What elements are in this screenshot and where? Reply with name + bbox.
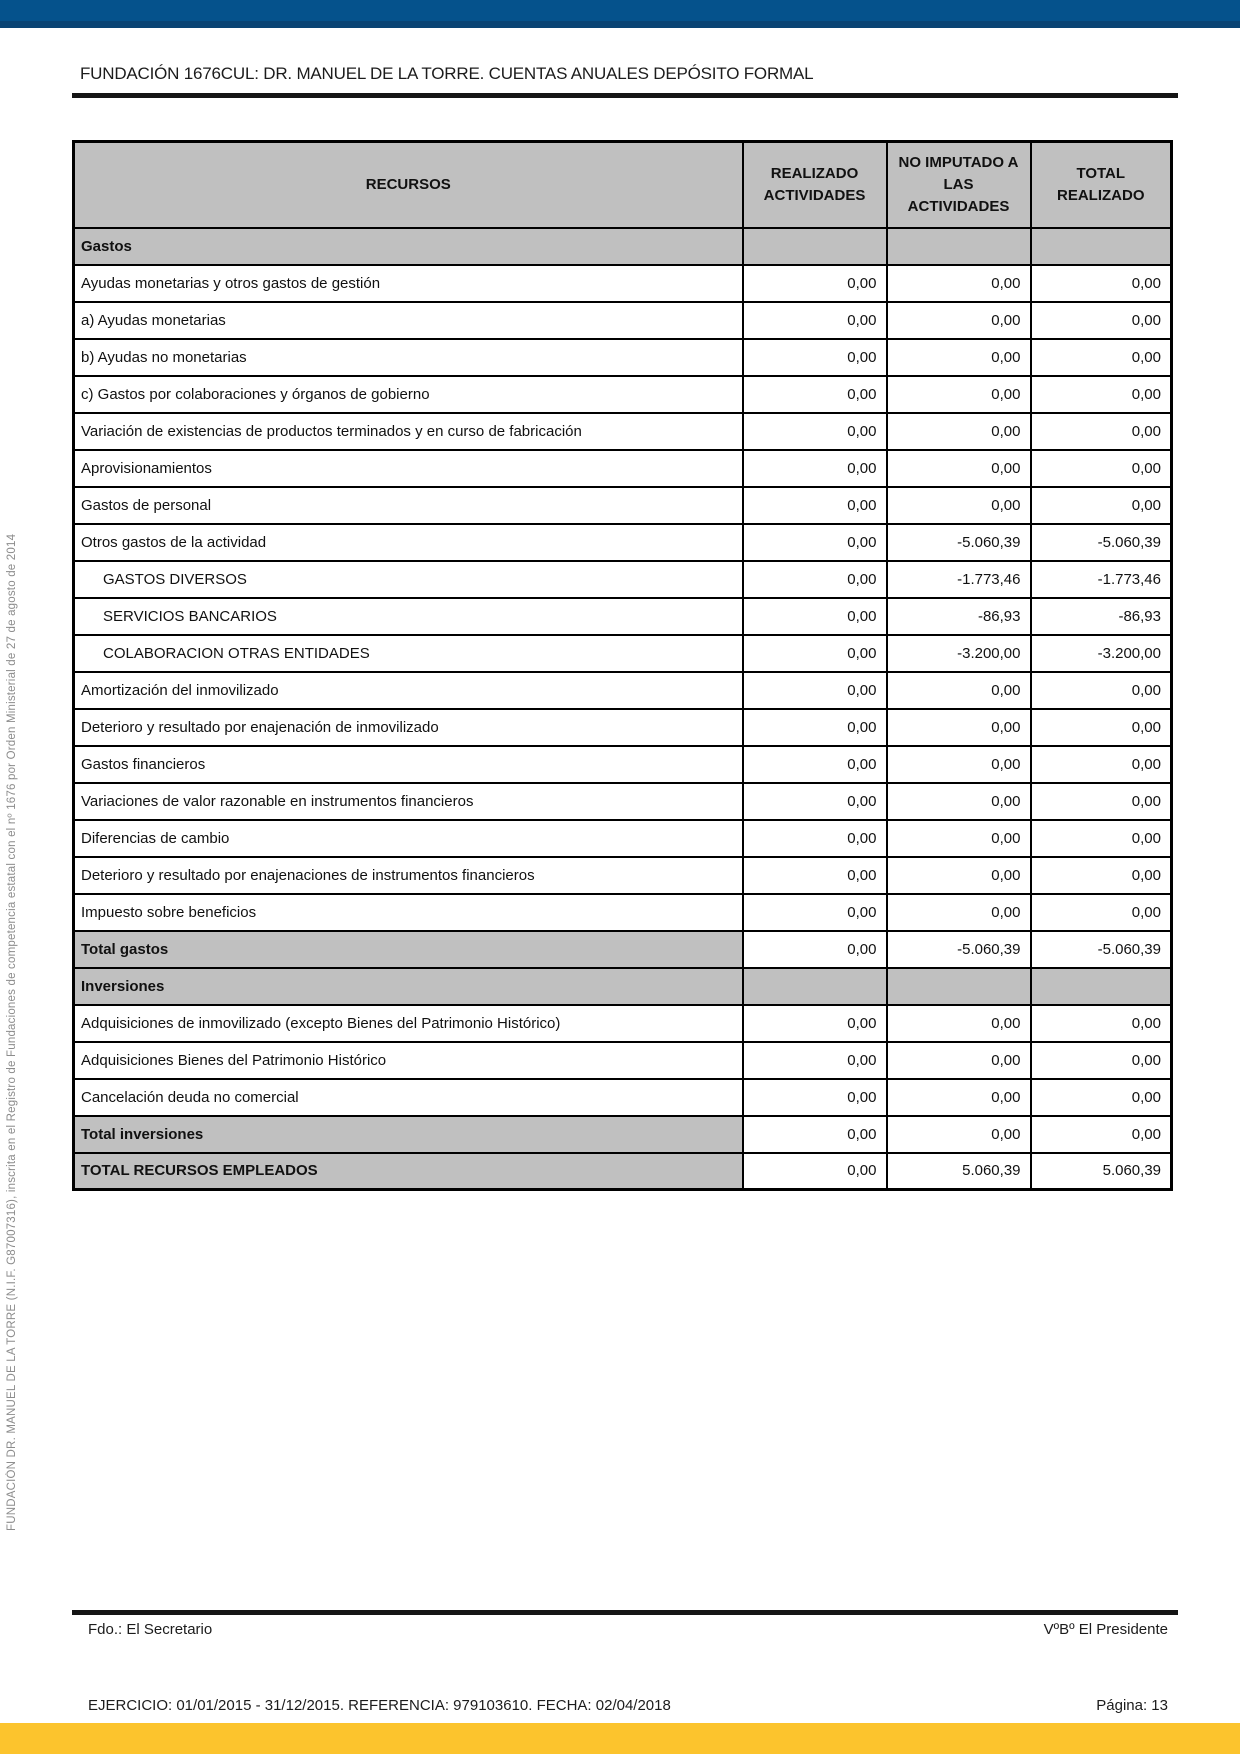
row-value-realizado: 0,00 (743, 894, 887, 931)
row-value-realizado: 0,00 (743, 709, 887, 746)
row-value-realizado: 0,00 (743, 524, 887, 561)
row-value-no-imputado: 0,00 (887, 709, 1031, 746)
table-row (74, 524, 1172, 561)
row-label: Impuesto sobre beneficios (74, 894, 743, 931)
row-value-realizado: 0,00 (743, 931, 887, 968)
row-label: Deterioro y resultado por enajenaciones de instrumentos financieros (74, 857, 743, 894)
row-value-total: 0,00 (1031, 487, 1172, 524)
row-value-total: 0,00 (1031, 1079, 1172, 1116)
signature-row (88, 1621, 1168, 1638)
row-value-no-imputado: 0,00 (887, 820, 1031, 857)
table-row (74, 894, 1172, 931)
row-label: Total gastos (74, 931, 743, 968)
row-value-no-imputado: 0,00 (887, 487, 1031, 524)
row-value-total: 0,00 (1031, 709, 1172, 746)
row-value-no-imputado: 0,00 (887, 413, 1031, 450)
row-value-no-imputado: 0,00 (887, 894, 1031, 931)
row-value-no-imputado: 0,00 (887, 376, 1031, 413)
row-value-total: 0,00 (1031, 746, 1172, 783)
col-header-recursos: RECURSOS (74, 142, 743, 228)
row-value-no-imputado: 0,00 (887, 746, 1031, 783)
row-label: GASTOS DIVERSOS (74, 561, 743, 598)
row-label: Cancelación deuda no comercial (74, 1079, 743, 1116)
row-value-no-imputado: 0,00 (887, 672, 1031, 709)
row-value-realizado: 0,00 (743, 1005, 887, 1042)
row-value-no-imputado: 0,00 (887, 1116, 1031, 1153)
table-row (74, 857, 1172, 894)
row-value-no-imputado: 0,00 (887, 1042, 1031, 1079)
table-row (74, 746, 1172, 783)
table-row (74, 339, 1172, 376)
row-value-total (1031, 228, 1172, 265)
row-label: SERVICIOS BANCARIOS (74, 598, 743, 635)
row-value-total: 0,00 (1031, 894, 1172, 931)
page-title: FUNDACIÓN 1676CUL: DR. MANUEL DE LA TORRE. CUENTAS ANUALES DEPÓSITO FORMAL (80, 64, 814, 83)
row-label: Gastos (74, 228, 743, 265)
row-value-total: 0,00 (1031, 672, 1172, 709)
row-label: a) Ayudas monetarias (74, 302, 743, 339)
row-value-no-imputado: 0,00 (887, 339, 1031, 376)
row-value-realizado: 0,00 (743, 672, 887, 709)
table-row (74, 1042, 1172, 1079)
row-value-realizado: 0,00 (743, 376, 887, 413)
row-value-no-imputado: -1.773,46 (887, 561, 1031, 598)
row-label: c) Gastos por colaboraciones y órganos de gobierno (74, 376, 743, 413)
row-value-realizado: 0,00 (743, 561, 887, 598)
row-value-realizado: 0,00 (743, 857, 887, 894)
row-label: Amortización del inmovilizado (74, 672, 743, 709)
row-value-no-imputado: 0,00 (887, 302, 1031, 339)
row-value-total: 0,00 (1031, 820, 1172, 857)
row-value-total: 0,00 (1031, 857, 1172, 894)
secretary-signature-label: Fdo.: El Secretario (88, 1621, 213, 1638)
row-label: Aprovisionamientos (74, 450, 743, 487)
row-value-no-imputado: 0,00 (887, 450, 1031, 487)
col-header-total-realizado: TOTAL REALIZADO (1031, 142, 1172, 228)
table-row (74, 931, 1172, 968)
row-value-realizado: 0,00 (743, 339, 887, 376)
col-header-realizado-actividades: REALIZADO ACTIVIDADES (743, 142, 887, 228)
row-value-no-imputado: 0,00 (887, 783, 1031, 820)
table-row (74, 561, 1172, 598)
table-row (74, 413, 1172, 450)
row-value-total: -5.060,39 (1031, 524, 1172, 561)
row-label: Otros gastos de la actividad (74, 524, 743, 561)
row-label: Variaciones de valor razonable en instrumentos financieros (74, 783, 743, 820)
row-value-realizado: 0,00 (743, 598, 887, 635)
page-number: Página: 13 (1096, 1697, 1168, 1714)
table-row (74, 302, 1172, 339)
row-label: Ayudas monetarias y otros gastos de gestión (74, 265, 743, 302)
row-value-realizado: 0,00 (743, 746, 887, 783)
registration-sidebar (6, 315, 32, 1531)
row-value-no-imputado (887, 968, 1031, 1005)
row-label: Diferencias de cambio (74, 820, 743, 857)
table-row (74, 598, 1172, 635)
table-row (74, 450, 1172, 487)
row-value-total: 0,00 (1031, 450, 1172, 487)
row-label: Total inversiones (74, 1116, 743, 1153)
row-value-no-imputado: 0,00 (887, 265, 1031, 302)
row-value-realizado: 0,00 (743, 450, 887, 487)
bottom-brand-bar (0, 1723, 1240, 1754)
row-value-realizado (743, 968, 887, 1005)
row-value-realizado: 0,00 (743, 783, 887, 820)
row-value-realizado: 0,00 (743, 302, 887, 339)
row-value-no-imputado: -5.060,39 (887, 931, 1031, 968)
row-label: COLABORACION OTRAS ENTIDADES (74, 635, 743, 672)
row-value-realizado: 0,00 (743, 487, 887, 524)
row-label: Gastos financieros (74, 746, 743, 783)
table-row (74, 1153, 1172, 1190)
row-value-total: 0,00 (1031, 376, 1172, 413)
row-value-total: 0,00 (1031, 265, 1172, 302)
table-row (74, 1005, 1172, 1042)
row-label: Adquisiciones Bienes del Patrimonio Histórico (74, 1042, 743, 1079)
table-row (74, 783, 1172, 820)
row-value-total: 0,00 (1031, 783, 1172, 820)
row-value-realizado: 0,00 (743, 635, 887, 672)
table-row (74, 709, 1172, 746)
row-label: Inversiones (74, 968, 743, 1005)
row-value-realizado (743, 228, 887, 265)
table-row (74, 1116, 1172, 1153)
row-value-no-imputado: 0,00 (887, 857, 1031, 894)
table-row (74, 820, 1172, 857)
footer-info-row (88, 1697, 1168, 1714)
row-value-realizado: 0,00 (743, 1079, 887, 1116)
resources-table-header (74, 142, 1172, 228)
row-value-no-imputado: -86,93 (887, 598, 1031, 635)
row-value-realizado: 0,00 (743, 1116, 887, 1153)
row-value-no-imputado: 0,00 (887, 1005, 1031, 1042)
row-value-no-imputado: 5.060,39 (887, 1153, 1031, 1190)
top-brand-bar-edge (0, 21, 1240, 28)
resources-table-body (74, 228, 1172, 1190)
row-value-total: 0,00 (1031, 1116, 1172, 1153)
row-value-total: -5.060,39 (1031, 931, 1172, 968)
row-value-total: -1.773,46 (1031, 561, 1172, 598)
table-row (74, 635, 1172, 672)
row-value-no-imputado: -5.060,39 (887, 524, 1031, 561)
row-value-no-imputado (887, 228, 1031, 265)
table-row (74, 376, 1172, 413)
row-value-total: 0,00 (1031, 1042, 1172, 1079)
row-value-realizado: 0,00 (743, 265, 887, 302)
row-value-total: 0,00 (1031, 1005, 1172, 1042)
col-header-no-imputado: NO IMPUTADO A LAS ACTIVIDADES (887, 142, 1031, 228)
top-brand-bar (0, 0, 1240, 21)
row-label: Adquisiciones de inmovilizado (excepto Bienes del Patrimonio Histórico) (74, 1005, 743, 1042)
row-value-total (1031, 968, 1172, 1005)
signature-divider (72, 1610, 1178, 1615)
row-value-total: 0,00 (1031, 339, 1172, 376)
row-value-total: -3.200,00 (1031, 635, 1172, 672)
table-row (74, 265, 1172, 302)
row-value-realizado: 0,00 (743, 1153, 887, 1190)
table-row (74, 672, 1172, 709)
row-value-total: -86,93 (1031, 598, 1172, 635)
registration-sidebar-text: FUNDACIÓN DR. MANUEL DE LA TORRE (N.I.F. G87007316), inscrita en el Registro de Fundaciones de competencia estatal con el nº 1676 por Orden Ministerial de 27 de agosto de 2014 (6, 533, 18, 1531)
table-row (74, 487, 1172, 524)
table-row (74, 968, 1172, 1005)
row-value-total: 0,00 (1031, 413, 1172, 450)
title-underline (72, 93, 1178, 98)
row-value-realizado: 0,00 (743, 413, 887, 450)
president-signature-label: VºBº El Presidente (1043, 1621, 1168, 1638)
row-label: Gastos de personal (74, 487, 743, 524)
table-row (74, 228, 1172, 265)
row-value-total: 0,00 (1031, 302, 1172, 339)
resources-table (72, 140, 1173, 1191)
row-value-total: 5.060,39 (1031, 1153, 1172, 1190)
row-value-realizado: 0,00 (743, 1042, 887, 1079)
row-value-no-imputado: -3.200,00 (887, 635, 1031, 672)
table-row (74, 1079, 1172, 1116)
row-value-no-imputado: 0,00 (887, 1079, 1031, 1116)
row-value-realizado: 0,00 (743, 820, 887, 857)
row-label: TOTAL RECURSOS EMPLEADOS (74, 1153, 743, 1190)
row-label: b) Ayudas no monetarias (74, 339, 743, 376)
exercise-reference-text: EJERCICIO: 01/01/2015 - 31/12/2015. REFERENCIA: 979103610. FECHA: 02/04/2018 (88, 1697, 671, 1714)
row-label: Deterioro y resultado por enajenación de inmovilizado (74, 709, 743, 746)
row-label: Variación de existencias de productos terminados y en curso de fabricación (74, 413, 743, 450)
